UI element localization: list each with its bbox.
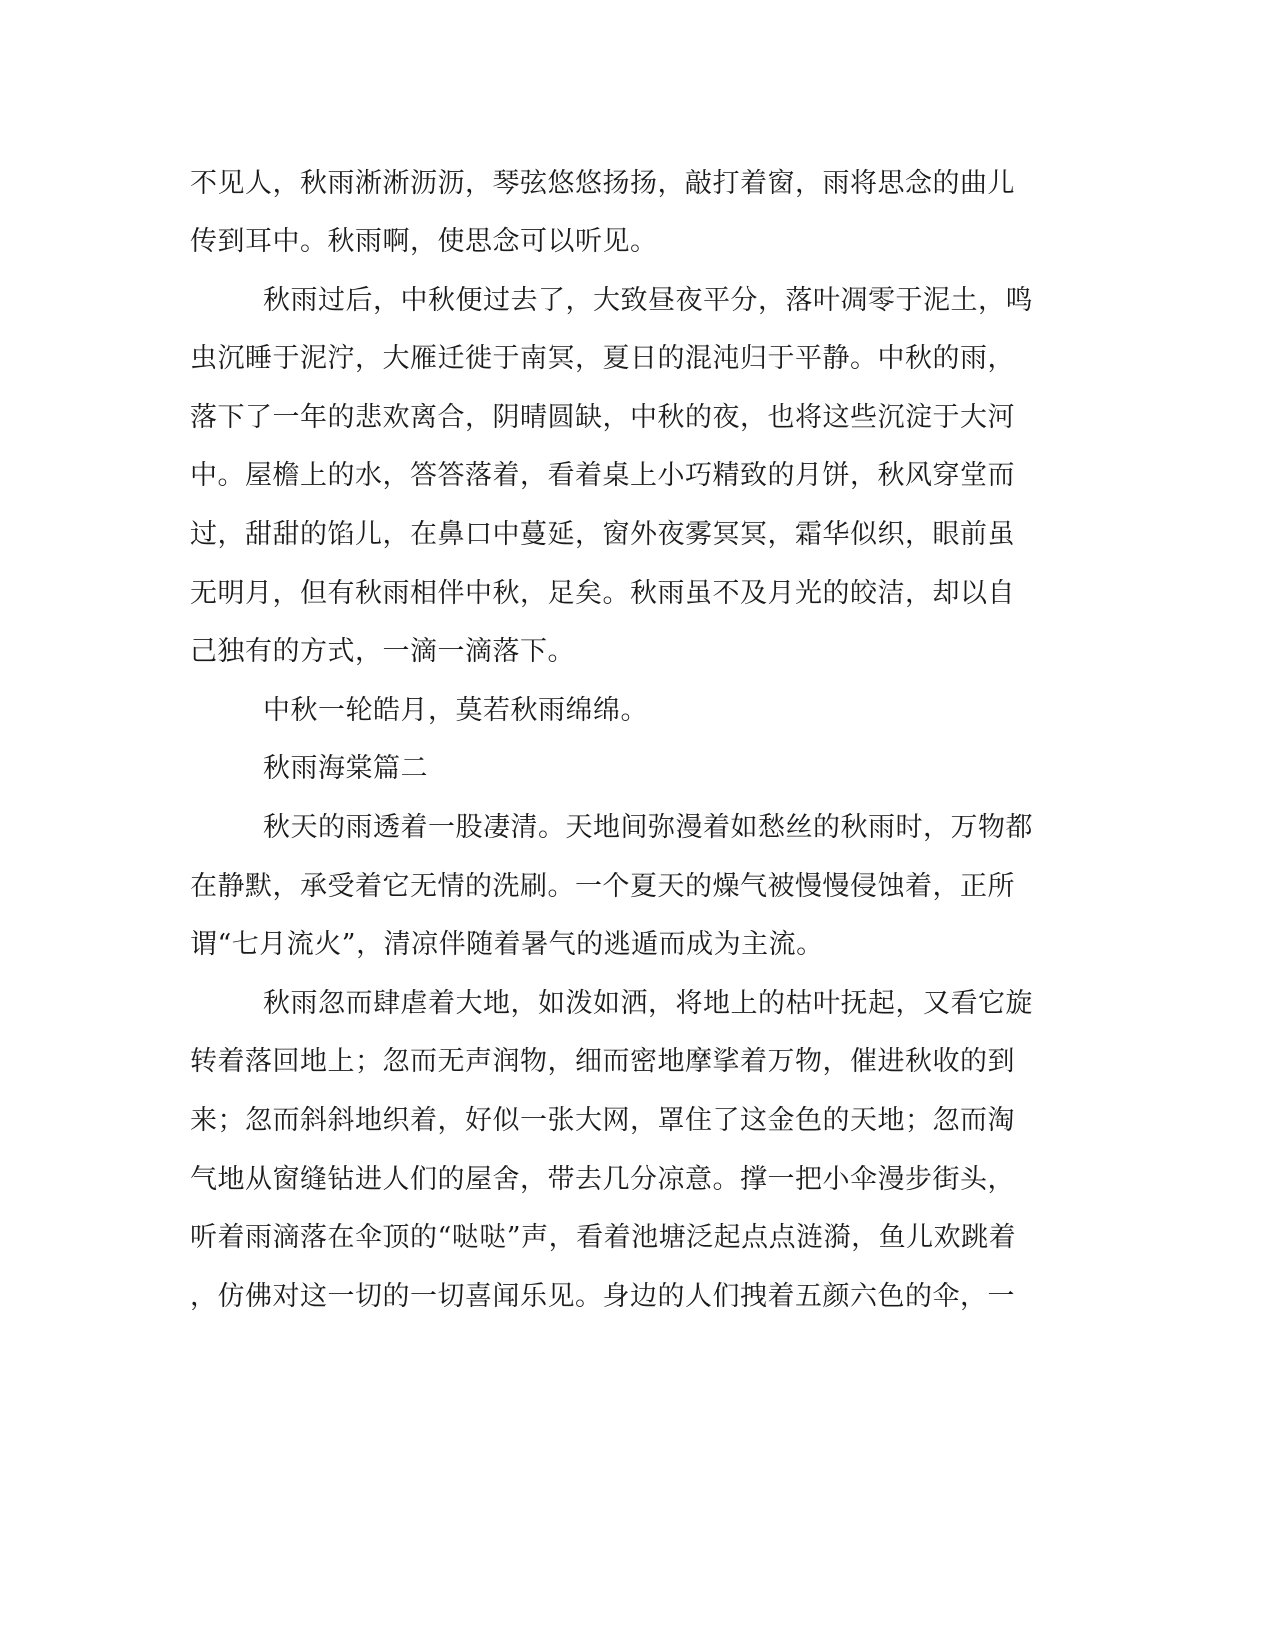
text-line-18: 气地从窗缝钻进人们的屋舍，带去几分凉意。撑一把小伞漫步街头， (190, 1164, 1015, 1195)
text-line-8: 无明月，但有秋雨相伴中秋，足矣。秋雨虽不及月光的皎洁，却以自 (190, 578, 1015, 609)
text-line-9: 己独有的方式，一滴一滴落下。 (190, 636, 575, 667)
text-line-6: 中。屋檐上的水，答答落着，看着桌上小巧精致的月饼，秋风穿堂而 (190, 460, 1015, 491)
text-line-20: ，仿佛对这一切的一切喜闻乐见。身边的人们拽着五颜六色的伞，一 (190, 1281, 1015, 1312)
section-heading: 秋雨海棠篇二 (263, 753, 428, 784)
text-line-13: 在静默，承受着它无情的洗刷。一个夏天的燥气被慢慢侵蚀着，正所 (190, 871, 1015, 902)
text-line-19: 听着雨滴落在伞顶的“哒哒”声，看着池塘泛起点点涟漪，鱼儿欢跳着 (190, 1222, 1017, 1253)
text-line-17: 来；忽而斜斜地织着，好似一张大网，罩住了这金色的天地；忽而淘 (190, 1105, 1015, 1136)
text-line-4: 虫沉睡于泥泞，大雁迁徙于南冥，夏日的混沌归于平静。中秋的雨， (190, 343, 1015, 374)
text-line-14: 谓“七月流火”，清凉伴随着暑气的逃遁而成为主流。 (190, 929, 824, 960)
text-line-12: 秋天的雨透着一股凄清。天地间弥漫着如愁丝的秋雨时，万物都 (263, 812, 1033, 843)
text-line-1: 不见人，秋雨淅淅沥沥，琴弦悠悠扬扬，敲打着窗，雨将思念的曲儿 (190, 168, 1015, 199)
text-line-3: 秋雨过后，中秋便过去了，大致昼夜平分，落叶凋零于泥土，鸣 (263, 285, 1033, 316)
text-line-2: 传到耳中。秋雨啊，使思念可以听见。 (190, 226, 658, 257)
text-line-15: 秋雨忽而肆虐着大地，如泼如洒，将地上的枯叶抚起，又看它旋 (263, 988, 1033, 1019)
text-line-10: 中秋一轮皓月，莫若秋雨绵绵。 (263, 695, 648, 726)
text-line-16: 转着落回地上；忽而无声润物，细而密地摩挲着万物，催进秋收的到 (190, 1046, 1015, 1077)
text-line-7: 过，甜甜的馅儿，在鼻口中蔓延，窗外夜雾冥冥，霜华似织，眼前虽 (190, 519, 1015, 550)
text-line-5: 落下了一年的悲欢离合，阴晴圆缺，中秋的夜，也将这些沉淀于大河 (190, 402, 1015, 433)
